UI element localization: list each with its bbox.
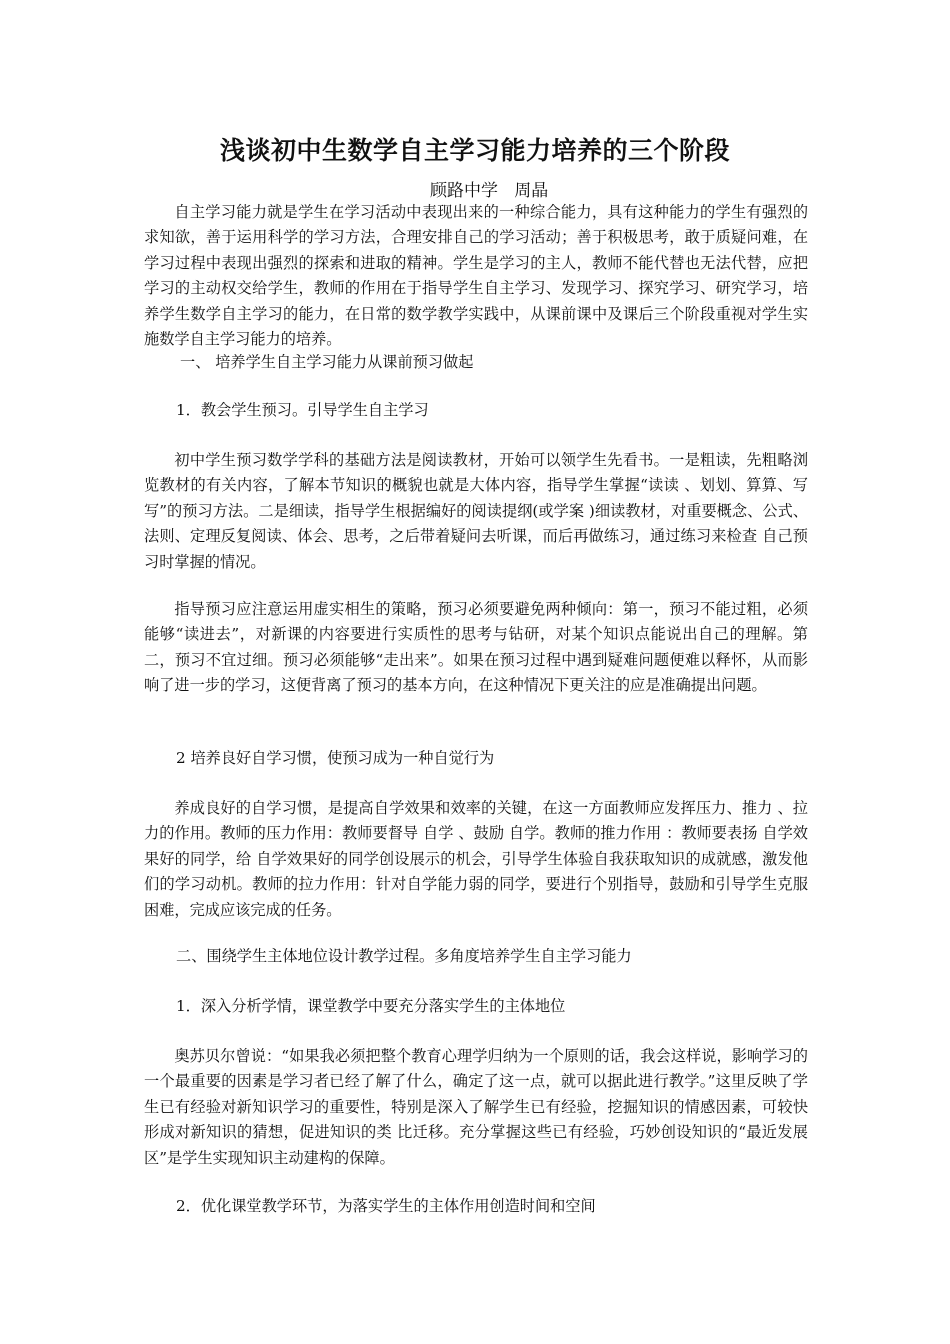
intro-paragraph: 自主学习能力就是学生在学习活动中表现出来的一种综合能力，具有这种能力的学生有强烈的求知欲，善于运用科学的学习方法，合理安排自己的学习活动；善于积极思考，敢于质疑问难，在学习过程中表现出强烈的探索和进取的精神。学生是学习的主人，教师不能代替也无法代替，应把学习的主动权交给学生，教师的作用在于指导学生自主学习、发现学习、探究学习、研究学习，培养学生数学自主学习的能力，在日常的数学教学实践中，从课前课中及课后三个阶段重视对学生实施数学自主学习能力的培养。 [144,203,808,349]
body-paragraph: 奥苏贝尔曾说：“如果我必须把整个教育心理学归纳为一个原则的话，我会这样说，影响学习的一个最重要的因素是学习者已经了解了什么，确定了这一点，就可以据此进行教学。”这里反映了学生已有经验对新知识学习的重要性，特别是深入了解学生已有经验，挖掘知识的情感因素，可较快形成对新知识的猜想，促进知识的类 比迁移。充分掌握这些已有经验，巧妙创设知识的“最近发展区”是学生实现知识主动建构的保障。 [144,1047,808,1167]
section-heading-2: 二、围绕学生主体地位设计教学过程。多角度培养学生自主学习能力 [176,947,632,965]
body-paragraph: 养成良好的自学习惯，是提高自学效果和效率的关键，在这一方面教师应发挥压力、推力 、拉力的作用。教师的压力作用：教师要督导 自学 、鼓励 自学。教师的推力作用 ：教师要表扬 自学效果好的同学，给 自学效果好的同学创设展示的机会，引导学生体验自我获取知识的成就感，激发他们的学习动机。教师的拉力作用：针对自学能力弱的同学，要进行个别指导，鼓励和引导学生克服困难，完成应该完成的任务。 [144,799,808,919]
body-paragraph: 初中学生预习数学学科的基础方法是阅读教材，开始可以领学生先看书。一是粗读，先粗略浏览教材的有关内容，了解本节知识的概貌也就是大体内容，指导学生掌握“读读 、划划、算算、写写”的预习方法。二是细读，指导学生根据编好的阅读提纲(或学案 )细读教材，对重要概念、公式、法则、定理反复阅读、体会、思考，之后带着疑问去听课，而后再做练习，通过练习来检查 自己预习时掌握的情况。 [144,451,808,571]
subheading-2-1: 1．深入分析学情，课堂教学中要充分落实学生的主体地位 [176,997,566,1015]
body-paragraph: 指导预习应注意运用虚实相生的策略，预习必须要避免两种倾向：第一，预习不能过粗，必须能够“读进去”，对新课的内容要进行实质性的思考与钻研，对某个知识点能说出自己的理解。第二，预习不宜过细。预习必须能够“走出来”。如果在预习过程中遇到疑难问题便难以释怀，从而影响了进一步的学习，这便背离了预习的基本方向，在这种情况下更关注的应是准确提出问题。 [144,600,808,695]
subheading-1-2: 2 培养良好自学习惯，使预习成为一种自觉行为 [176,749,495,767]
section-heading-1: 一、 培养学生自主学习能力从课前预习做起 [180,353,474,371]
subheading-2-2: 2．优化课堂教学环节，为落实学生的主体作用创造时间和空间 [176,1197,596,1215]
author-line: 顾路中学 周晶 [430,181,549,201]
document-title: 浅谈初中生数学自主学习能力培养的三个阶段 [219,136,730,165]
subheading-1-1: 1．教会学生预习。引导学生自主学习 [176,401,429,419]
